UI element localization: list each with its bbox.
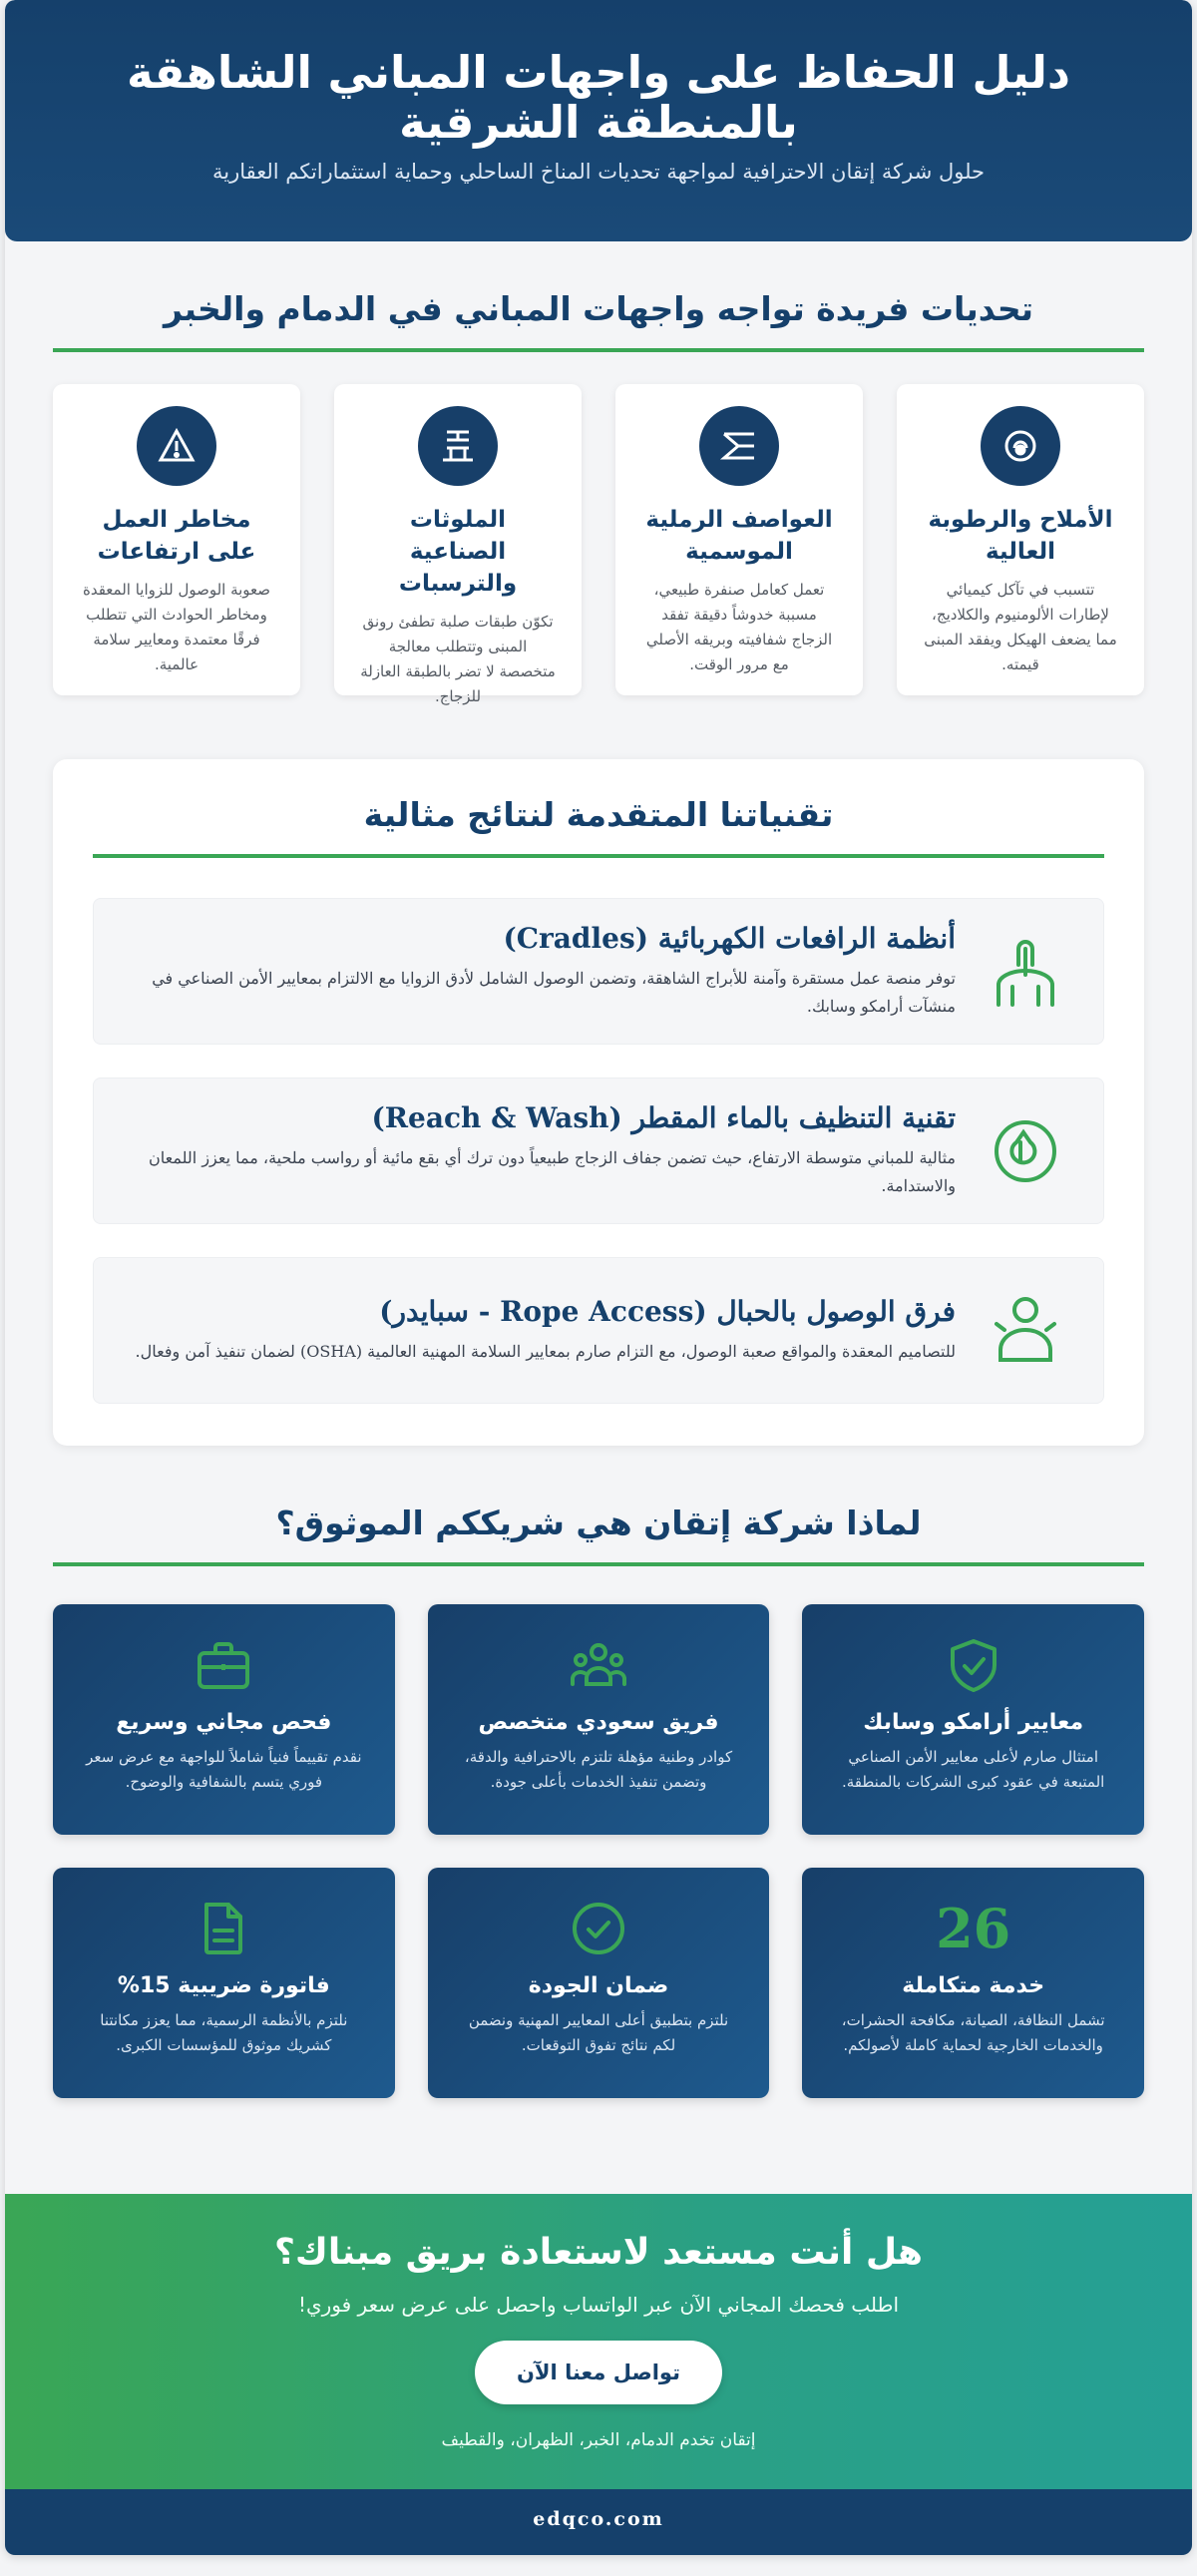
technologies-list [93,898,1104,1404]
technology-text: توفر منصة عمل مستقرة وآمنة للأبراج الشاهقة، وتضمن الوصول الشامل لأدق الزوايا مع الالتزام بمعايير الأمن الصناعي في منشآت أرامكو وسابك. [152,969,956,1016]
warning-icon [137,406,216,486]
why-us-grid [53,1604,1144,2098]
sandstorm-icon [699,406,779,486]
team-icon [428,1636,770,1694]
why-card-title: فاتورة ضريبية 15% [117,1973,330,1998]
technology-title: تقنية التنظيف بالماء المقطر (Reach & Wash) [371,1101,956,1134]
why-us-title: لماذا شركة إتقان هي شريككم الموثوق؟ [53,1503,1144,1566]
technology-text: للتصاميم المعقدة والمواقع صعبة الوصول، مع التزام صارم بمعايير السلامة المهنية العالمية (OSHA) لضمان تنفيذ آمن وفعال. [135,1342,956,1361]
challenge-card [897,384,1144,695]
technology-item [93,898,1104,1045]
cta-title: هل أنت مستعد لاستعادة بريق مبناك؟ [274,2232,923,2273]
check-circle-icon [428,1900,770,1957]
why-card [53,1604,395,1835]
industrial-pollution-icon [418,406,498,486]
technologies-title: تقنياتنا المتقدمة لنتائج مثالية [93,795,1104,858]
why-card-title: معايير أرامكو وسابك [863,1710,1084,1735]
why-card-text: تشمل النظافة، الصيانة، مكافحة الحشرات، والخدمات الخارجية لحماية كاملة لأصولكم. [841,2011,1105,2054]
technology-item [93,1077,1104,1224]
challenge-text: تكوّن طبقات صلبة تطفئ رونق المبنى وتتطلب معالجة متخصصة لا تضر بالطبقة العازلة للزجاج. [360,613,556,705]
footer-domain-link[interactable]: edqco.com [533,2508,664,2530]
challenges-grid [53,384,1144,705]
service-areas: إتقان تخدم الدمام، الخبر، الظهران، والقطيف [441,2430,756,2450]
footer [5,2489,1192,2555]
why-us-section [5,1446,1192,2098]
cta-subtitle: اطلب فحصك المجاني الآن عبر الواتساب واحصل على عرض سعر فوري! [297,2293,900,2317]
challenges-section [5,241,1192,705]
challenge-title: الأملاح والرطوبة العالية [928,507,1113,565]
why-card-text: نلتزم بالأنظمة الرسمية، مما يعزز مكانتنا كشريك موثوق للمؤسسات الكبرى. [100,2011,348,2054]
hero-header [5,0,1192,241]
why-card [428,1868,770,2098]
challenge-title: الملوثات الصناعية والترسبات [398,507,518,597]
why-card-text: امتثال صارم لأعلى معايير الأمن الصناعي المتبعة في عقود كبرى الشركات بالمنطقة. [841,1748,1105,1791]
challenge-text: صعوبة الوصول للزوايا المعقدة ومخاطر الحوادث التي تتطلب فرقًا معتمدة ومعايير سلامة عالمية. [82,581,271,673]
why-card-title: فريق سعودي متخصص [478,1710,719,1735]
briefcase-icon [53,1636,395,1694]
shield-check-icon [802,1636,1144,1694]
cta-section [5,2194,1192,2489]
why-card [53,1868,395,2098]
rope-worker-icon [986,1294,1065,1368]
why-card [802,1868,1144,2098]
challenge-text: تعمل كعامل صنفرة طبيعي، مسببة خدوشاً دقيقة تفقد الزجاج شفافيته وبريقه الأصلي مع مرور الوقت. [645,581,833,673]
technology-title: فرق الوصول بالحبال (Rope Access - سبايدر) [379,1295,956,1328]
challenge-text: تتسبب في تآكل كيميائي لإطارات الألومنيوم والكلاديج، مما يضعف الهيكل ويفقد المبنى قيمته. [924,581,1117,673]
cradle-icon [986,935,1065,1009]
challenge-title: مخاطر العمل على ارتفاعات [97,507,256,565]
salt-humidity-icon [981,406,1060,486]
challenge-card [615,384,863,695]
technology-item [93,1257,1104,1404]
why-card-title: ضمان الجودة [528,1973,669,1998]
technology-title: أنظمة الرافعات الكهربائية (Cradles) [503,922,956,955]
challenge-card [53,384,300,695]
why-card-text: نقدم تقييماً فنياً شاملاً للواجهة مع عرض سعر فوري يتسم بالشفافية والوضوح. [86,1748,362,1791]
why-card-text: نلتزم بتطبيق أعلى المعايير المهنية ونضمن لكم نتائج تفوق التوقعات. [468,2011,729,2054]
page [5,0,1192,2555]
document-icon [53,1900,395,1957]
page-title: دليل الحفاظ على واجهات المباني الشاهقة بالمنطقة الشرقية [127,46,1070,149]
challenge-card [334,384,582,705]
challenge-title: العواصف الرملية الموسمية [645,507,833,565]
technologies-section [53,759,1144,1446]
challenges-title: تحديات فريدة تواجه واجهات المباني في الدمام والخبر [53,289,1144,352]
contact-button[interactable]: تواصل معنا الآن [475,2341,722,2404]
services-count: 26 [936,1897,1011,1960]
why-card [428,1604,770,1835]
why-card-title: فحص مجاني وسريع [116,1710,332,1735]
why-card-text: كوادر وطنية مؤهلة تلتزم بالاحترافية والدقة، وتضمن تنفيذ الخدمات بأعلى جودة. [464,1748,733,1791]
water-drop-icon [986,1116,1065,1186]
technology-text: مثالية للمباني متوسطة الارتفاع، حيث تضمن جفاف الزجاج طبيعياً دون ترك أي بقع مائية أو رواسب ملحية، مما يعزز اللمعان والاستدامة. [149,1148,956,1195]
page-subtitle: حلول شركة إتقان الاحترافية لمواجهة تحديات المناخ الساحلي وحماية استثماراتكم العقارية [211,160,986,184]
why-card-title: خدمة متكاملة [902,1973,1045,1998]
why-card [802,1604,1144,1835]
